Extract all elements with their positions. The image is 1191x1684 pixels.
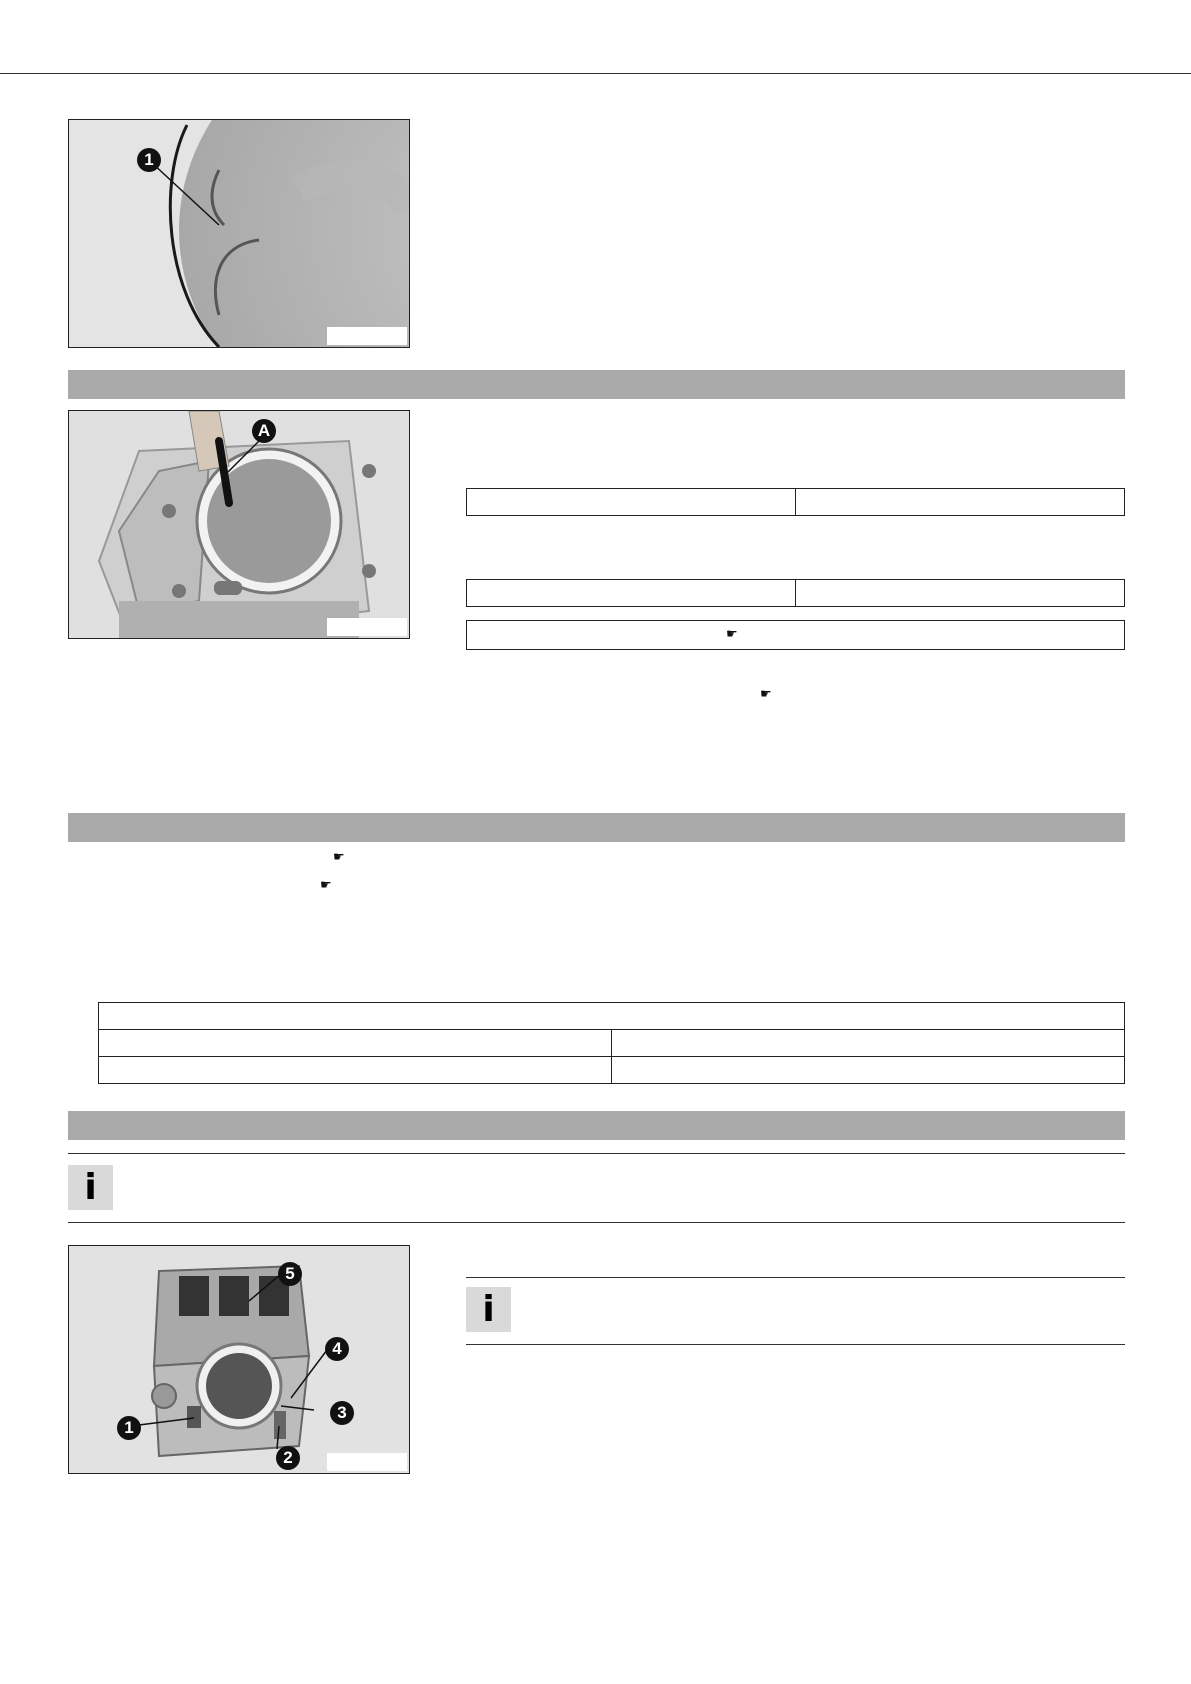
spec-table-3-cell [612,1030,1125,1057]
cylinder-head-photo [68,1245,410,1474]
info-icon: i [68,1165,113,1210]
pointing-hand-icon: ☛ [726,626,738,641]
info-icon: i [466,1287,511,1332]
header-rule [0,73,1191,74]
note-top-rule [466,1277,1125,1278]
callout-4: 4 [325,1337,349,1361]
spec-table-3-header-cell [99,1003,1125,1030]
note-bottom-rule [466,1344,1125,1345]
spec-table-3-cell [612,1057,1125,1084]
spec-table-1-value-cell [796,489,1125,516]
piston-photo [68,119,410,348]
spec-table-2-label-cell [467,580,796,607]
spec-table-1 [466,488,1125,516]
callout-A: A [252,419,276,443]
spec-table-2-value-cell [796,580,1125,607]
callout-3: 3 [330,1401,354,1425]
callout-1: 1 [137,148,161,172]
note-bottom-rule [68,1222,1125,1223]
spec-table-1-label-cell [467,489,796,516]
photo-code-label [327,618,407,636]
photo-code-label [327,1453,407,1471]
photo-code-label [327,327,407,345]
note-top-rule [68,1153,1125,1154]
reference-box [466,620,1125,650]
cylinder-photo [68,410,410,639]
spec-table-3-cell [99,1030,612,1057]
section-heading-bar-3 [68,1111,1125,1140]
pointing-hand-icon: ☛ [333,849,345,864]
spec-table-2 [466,579,1125,607]
spec-table-3 [98,1002,1125,1084]
callout-5: 5 [278,1262,302,1286]
callout-2: 2 [276,1446,300,1470]
section-heading-bar-1 [68,370,1125,399]
callout-1: 1 [117,1416,141,1440]
spec-table-3-cell [99,1057,612,1084]
section-heading-bar-2 [68,813,1125,842]
pointing-hand-icon: ☛ [760,686,772,701]
pointing-hand-icon: ☛ [320,877,332,892]
